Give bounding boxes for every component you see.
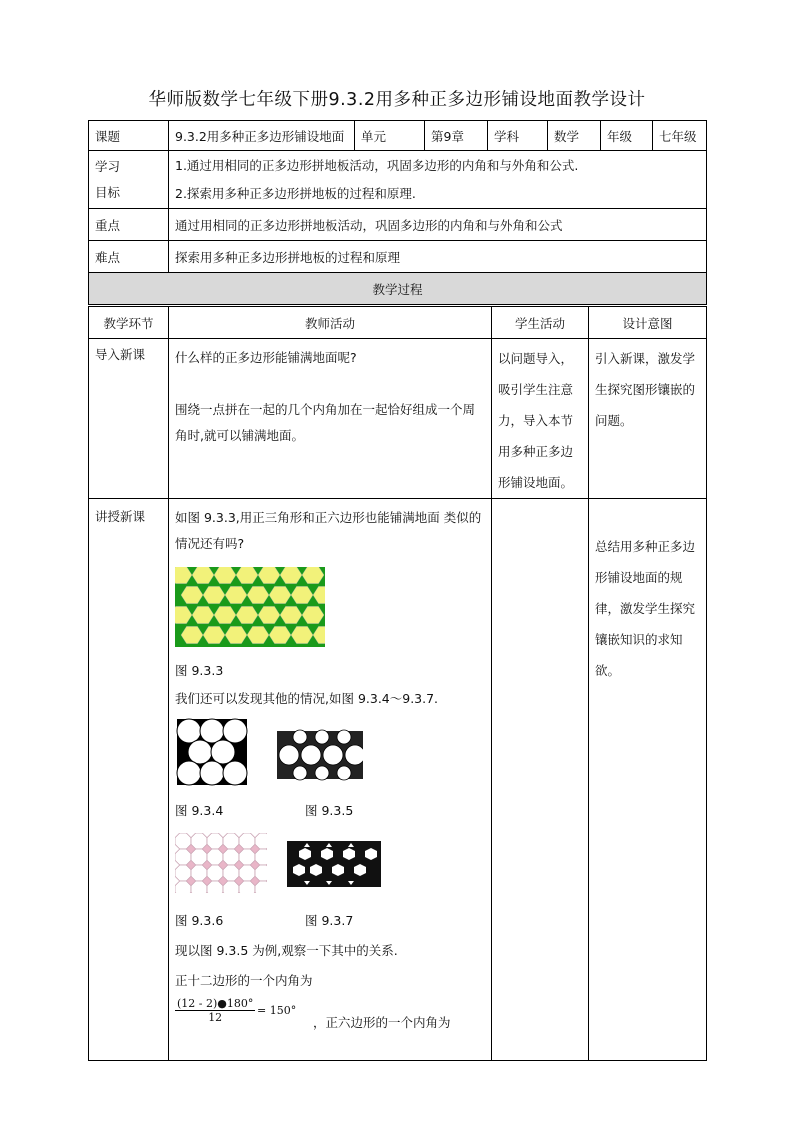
lesson-plan-table [88,120,707,305]
figures-row-2-labels [175,911,485,931]
figure-9-3-5-label: 图 9.3.5 [305,803,354,818]
intro-answer: 围绕一点拼在一起的几个内角加在一起恰好组成一个周角时,就可以铺满地面。 [175,402,476,443]
formula-line [175,997,485,1031]
process-header-row [89,273,707,305]
figures-row-1 [175,717,485,787]
intro-intent: 引入新课，激发学生探究图形镶嵌的问题。 [589,339,707,499]
subject-value: 数学 [548,121,601,151]
unit-label: 单元 [355,121,425,151]
column-header-row [89,307,707,339]
figure-9-3-3-label: 图 9.3.3 [175,663,224,678]
topic-value: 9.3.2用多种正多边形铺设地面 [169,121,355,151]
figures-row-2 [175,833,485,895]
info-row [89,121,707,151]
col-header-teacher: 教师活动 [169,307,492,339]
fraction-result: = 150° [257,1004,297,1017]
objectives-row [89,151,707,209]
process-table [88,306,707,1061]
observe-text: 现以图 9.3.5 为例,观察一下其中的关系. [175,943,398,958]
figure-9-3-6-label: 图 9.3.6 [175,913,224,928]
unit-value: 第9章 [425,121,488,151]
key-point-label: 重点 [89,209,169,241]
figure-9-3-4-image [175,717,249,787]
figure-9-3-5-image [277,727,363,783]
grade-label: 年级 [601,121,653,151]
figure-9-3-3-image [175,567,325,647]
intro-question: 什么样的正多边形能铺满地面呢? [175,350,357,365]
objective-item: 1.通过用相同的正多边形拼地板活动，巩固多边形的内角和与外角和公式. [175,157,579,173]
difficulty-row [89,241,707,273]
objectives-label: 学习 目标 [89,151,169,209]
grade-value: 七年级 [653,121,707,151]
intro-row [89,339,707,499]
document-title: 华师版数学七年级下册9.3.2用多种正多边形铺设地面教学设计 [148,90,646,110]
key-point-text: 通过用相同的正多边形拼地板活动，巩固多边形的内角和与外角和公式 [169,209,707,241]
process-header: 教学过程 [89,273,707,305]
intro-student: 以问题导入，吸引学生注意力，导入本节用多种正多边形铺设地面。 [492,339,589,499]
new-lesson-row [89,499,707,1061]
figure-9-3-6-image [175,833,267,893]
new-lesson-teacher [169,499,492,1061]
fraction-denominator: 12 [208,1011,223,1024]
new-lesson-student [492,499,589,1061]
dodecagon-text: 正十二边形的一个内角为 [175,973,313,988]
figure-9-3-4-label: 图 9.3.4 [175,803,224,818]
col-header-intent: 设计意图 [589,307,707,339]
figures-row-1-labels [175,801,485,821]
key-point-row [89,209,707,241]
objective-item: 2.探索用多种正多边形拼地板的过程和原理. [175,185,416,201]
fraction [175,997,255,1024]
intro-teacher [169,339,492,499]
col-header-student: 学生活动 [492,307,589,339]
objectives-content [169,151,707,209]
hexagon-text: ，正六边形的一个内角为 [313,1015,451,1030]
figure-9-3-7-label: 图 9.3.7 [305,913,354,928]
fraction-numerator: (12 - 2)●180° [177,997,254,1010]
difficulty-text: 探索用多种正多边形拼地板的过程和原理 [169,241,707,273]
more-cases-text: 我们还可以发现其他的情况,如图 9.3.4～9.3.7. [175,691,439,706]
topic-label: 课题 [89,121,169,151]
intro-stage: 导入新课 [89,339,169,499]
new-lesson-intent: 总结用多种正多边形铺设地面的规律，激发学生探究镶嵌知识的求知欲。 [589,499,707,1061]
col-header-stage: 教学环节 [89,307,169,339]
figure-9-3-7-image [285,837,383,891]
new-lesson-stage: 讲授新课 [89,499,169,1061]
difficulty-label: 难点 [89,241,169,273]
new-lesson-intro-text: 如图 9.3.3,用正三角形和正六边形也能铺满地面 类似的情况还有吗? [175,510,482,551]
subject-label: 学科 [488,121,548,151]
